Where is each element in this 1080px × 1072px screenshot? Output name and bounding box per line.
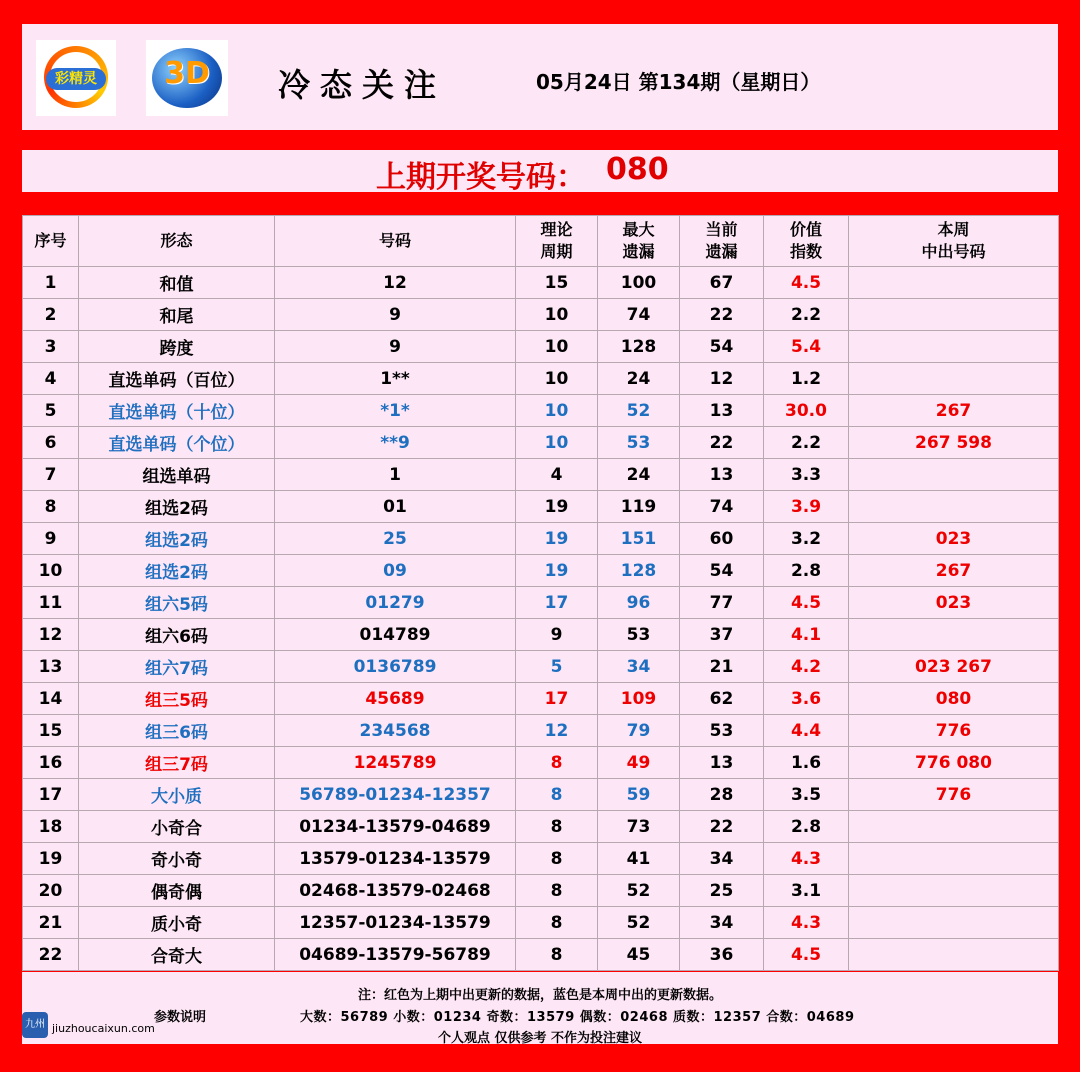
cell-value: 4.5 (764, 267, 849, 299)
stats-table-panel (22, 215, 1058, 971)
cell-value: 4.4 (764, 715, 849, 747)
cell-code: 04689-13579-56789 (275, 939, 516, 971)
cell-max: 24 (598, 363, 680, 395)
cell-idx: 6 (23, 427, 79, 459)
header-max: 最大 遗漏 (598, 216, 680, 267)
cell-max: 109 (598, 683, 680, 715)
cell-cur: 34 (680, 907, 764, 939)
cell-max: 119 (598, 491, 680, 523)
cell-period: 19 (516, 523, 598, 555)
cell-value: 4.5 (764, 939, 849, 971)
cell-idx: 8 (23, 491, 79, 523)
cell-form: 组选2码 (79, 523, 275, 555)
params-label: 参数说明 (154, 1010, 207, 1025)
cell-idx: 3 (23, 331, 79, 363)
cell-idx: 9 (23, 523, 79, 555)
cell-code: 0136789 (275, 651, 516, 683)
header-week: 本周 中出号码 (849, 216, 1059, 267)
table-row (23, 875, 1059, 907)
cell-idx: 12 (23, 619, 79, 651)
cell-max: 41 (598, 843, 680, 875)
header-period: 理论 周期 (516, 216, 598, 267)
cell-idx: 1 (23, 267, 79, 299)
cell-code: 56789-01234-12357 (275, 779, 516, 811)
cell-value: 3.5 (764, 779, 849, 811)
site-logo-icon: 九州 (22, 1012, 48, 1038)
cell-week: 023 (849, 587, 1059, 619)
header-idx: 序号 (23, 216, 79, 267)
cell-week (849, 363, 1059, 395)
cell-cur: 13 (680, 747, 764, 779)
table-row (23, 395, 1059, 427)
table-row (23, 651, 1059, 683)
cell-idx: 21 (23, 907, 79, 939)
cell-week: 023 (849, 523, 1059, 555)
table-row (23, 491, 1059, 523)
cell-code: 9 (275, 331, 516, 363)
cell-cur: 53 (680, 715, 764, 747)
cell-cur: 22 (680, 299, 764, 331)
table-row (23, 779, 1059, 811)
cell-week (849, 299, 1059, 331)
cell-idx: 20 (23, 875, 79, 907)
cell-form: 跨度 (79, 331, 275, 363)
cell-max: 53 (598, 427, 680, 459)
cell-max: 34 (598, 651, 680, 683)
cell-period: 8 (516, 747, 598, 779)
cell-cur: 77 (680, 587, 764, 619)
table-row (23, 715, 1059, 747)
cell-code: 1 (275, 459, 516, 491)
cell-idx: 22 (23, 939, 79, 971)
advice-text: 个人观点 仅供参考 不作为投注建议 (437, 1031, 643, 1046)
cell-max: 74 (598, 299, 680, 331)
cell-week: 267 598 (849, 427, 1059, 459)
cell-idx: 15 (23, 715, 79, 747)
cell-value: 2.2 (764, 427, 849, 459)
cell-week (849, 843, 1059, 875)
cell-max: 53 (598, 619, 680, 651)
cell-value: 3.2 (764, 523, 849, 555)
cell-value: 2.8 (764, 811, 849, 843)
cell-max: 24 (598, 459, 680, 491)
cell-form: 组选单码 (79, 459, 275, 491)
cell-idx: 10 (23, 555, 79, 587)
cell-code: 01279 (275, 587, 516, 619)
table-row (23, 587, 1059, 619)
cell-week: 776 (849, 715, 1059, 747)
table-row (23, 811, 1059, 843)
cell-cur: 22 (680, 427, 764, 459)
cell-max: 52 (598, 875, 680, 907)
cell-value: 1.2 (764, 363, 849, 395)
cell-value: 1.6 (764, 747, 849, 779)
last-draw-panel (22, 150, 1058, 195)
cell-period: 17 (516, 683, 598, 715)
cell-max: 52 (598, 395, 680, 427)
cell-max: 73 (598, 811, 680, 843)
cell-form: 组三5码 (79, 683, 275, 715)
cell-form: 组三6码 (79, 715, 275, 747)
cell-cur: 54 (680, 555, 764, 587)
cell-code: *1* (275, 395, 516, 427)
cell-max: 151 (598, 523, 680, 555)
cell-cur: 13 (680, 395, 764, 427)
cell-max: 128 (598, 331, 680, 363)
cell-idx: 14 (23, 683, 79, 715)
cell-code: 01234-13579-04689 (275, 811, 516, 843)
cell-idx: 11 (23, 587, 79, 619)
cell-value: 4.5 (764, 587, 849, 619)
cell-cur: 13 (680, 459, 764, 491)
cell-code: 25 (275, 523, 516, 555)
cell-period: 19 (516, 491, 598, 523)
cell-week (849, 907, 1059, 939)
table-row (23, 747, 1059, 779)
footer-panel (22, 972, 1058, 1044)
cell-period: 8 (516, 811, 598, 843)
table-row (23, 939, 1059, 971)
cell-idx: 2 (23, 299, 79, 331)
header-cur: 当前 遗漏 (680, 216, 764, 267)
last-draw-value: 080 (606, 152, 669, 187)
cell-period: 5 (516, 651, 598, 683)
cell-code: 12 (275, 267, 516, 299)
cell-cur: 36 (680, 939, 764, 971)
cell-period: 8 (516, 843, 598, 875)
cell-form: 偶奇偶 (79, 875, 275, 907)
cell-max: 96 (598, 587, 680, 619)
table-row (23, 299, 1059, 331)
cell-week: 776 (849, 779, 1059, 811)
cell-value: 2.2 (764, 299, 849, 331)
cell-form: 组三7码 (79, 747, 275, 779)
caijingling-logo: 彩精灵 (36, 40, 116, 116)
table-row (23, 523, 1059, 555)
cell-cur: 28 (680, 779, 764, 811)
cell-period: 9 (516, 619, 598, 651)
cell-max: 59 (598, 779, 680, 811)
cell-idx: 4 (23, 363, 79, 395)
cell-value: 4.3 (764, 843, 849, 875)
issue-date: 05月24日 第134期（星期日） (536, 70, 821, 94)
cell-form: 和值 (79, 267, 275, 299)
cell-code: 9 (275, 299, 516, 331)
cell-period: 10 (516, 331, 598, 363)
table-row (23, 363, 1059, 395)
cell-value: 4.1 (764, 619, 849, 651)
table-row (23, 843, 1059, 875)
cell-week (849, 491, 1059, 523)
table-row (23, 555, 1059, 587)
cell-max: 52 (598, 907, 680, 939)
cell-cur: 25 (680, 875, 764, 907)
cell-week: 267 (849, 395, 1059, 427)
cell-form: 组六6码 (79, 619, 275, 651)
table-header-row (23, 216, 1059, 267)
cell-code: 13579-01234-13579 (275, 843, 516, 875)
cell-form: 大小质 (79, 779, 275, 811)
table-row (23, 267, 1059, 299)
cell-code: 234568 (275, 715, 516, 747)
cell-week (849, 459, 1059, 491)
cell-week: 776 080 (849, 747, 1059, 779)
cell-code: 02468-13579-02468 (275, 875, 516, 907)
cell-value: 4.3 (764, 907, 849, 939)
header-form: 形态 (79, 216, 275, 267)
cell-value: 3.9 (764, 491, 849, 523)
cell-week (849, 331, 1059, 363)
cell-idx: 18 (23, 811, 79, 843)
header-panel (22, 24, 1058, 130)
table-row (23, 907, 1059, 939)
cell-code: **9 (275, 427, 516, 459)
cell-week: 080 (849, 683, 1059, 715)
table-row (23, 619, 1059, 651)
cell-code: 01 (275, 491, 516, 523)
cell-period: 8 (516, 875, 598, 907)
page-title: 冷态关注 (278, 66, 447, 104)
cell-form: 小奇合 (79, 811, 275, 843)
cell-value: 3.1 (764, 875, 849, 907)
cell-form: 合奇大 (79, 939, 275, 971)
table-row (23, 331, 1059, 363)
cell-form: 组选2码 (79, 555, 275, 587)
cell-code: 1** (275, 363, 516, 395)
cell-period: 10 (516, 395, 598, 427)
cell-cur: 21 (680, 651, 764, 683)
cell-week: 023 267 (849, 651, 1059, 683)
cell-idx: 17 (23, 779, 79, 811)
params-text: 大数：56789 小数：01234 奇数：13579 偶数：02468 质数：12357 合数：04689 (300, 1010, 855, 1025)
cell-idx: 13 (23, 651, 79, 683)
cell-period: 10 (516, 299, 598, 331)
cell-form: 直选单码（个位） (79, 427, 275, 459)
cell-max: 100 (598, 267, 680, 299)
header-code: 号码 (275, 216, 516, 267)
cell-idx: 7 (23, 459, 79, 491)
cell-code: 09 (275, 555, 516, 587)
cell-week (849, 619, 1059, 651)
cell-value: 2.8 (764, 555, 849, 587)
cell-value: 30.0 (764, 395, 849, 427)
cell-cur: 34 (680, 843, 764, 875)
cell-cur: 12 (680, 363, 764, 395)
table-row (23, 459, 1059, 491)
cell-period: 8 (516, 939, 598, 971)
cell-idx: 5 (23, 395, 79, 427)
cell-week (849, 875, 1059, 907)
cell-max: 79 (598, 715, 680, 747)
cell-idx: 19 (23, 843, 79, 875)
header-value: 价值 指数 (764, 216, 849, 267)
cell-cur: 54 (680, 331, 764, 363)
cell-week (849, 811, 1059, 843)
cell-period: 12 (516, 715, 598, 747)
cell-max: 49 (598, 747, 680, 779)
cell-form: 直选单码（百位） (79, 363, 275, 395)
cell-period: 10 (516, 427, 598, 459)
cell-form: 直选单码（十位） (79, 395, 275, 427)
cell-cur: 67 (680, 267, 764, 299)
cell-value: 3.3 (764, 459, 849, 491)
table-row (23, 427, 1059, 459)
cell-form: 质小奇 (79, 907, 275, 939)
site-url: jiuzhoucaixun.com (52, 1022, 155, 1035)
cell-code: 45689 (275, 683, 516, 715)
cell-period: 17 (516, 587, 598, 619)
cell-form: 奇小奇 (79, 843, 275, 875)
stats-table (22, 215, 1059, 971)
cell-idx: 16 (23, 747, 79, 779)
cell-period: 8 (516, 779, 598, 811)
cell-cur: 37 (680, 619, 764, 651)
cell-form: 组选2码 (79, 491, 275, 523)
cell-week (849, 939, 1059, 971)
cell-form: 组六5码 (79, 587, 275, 619)
cell-value: 3.6 (764, 683, 849, 715)
cell-value: 4.2 (764, 651, 849, 683)
cell-cur: 60 (680, 523, 764, 555)
3d-lottery-logo: 3D (146, 40, 228, 116)
cell-max: 45 (598, 939, 680, 971)
last-draw-label: 上期开奖号码： (376, 160, 586, 195)
cell-cur: 62 (680, 683, 764, 715)
cell-period: 4 (516, 459, 598, 491)
footer-note: 注：红色为上期中出更新的数据，蓝色是本周中出的更新数据。 (357, 988, 722, 1003)
cell-value: 5.4 (764, 331, 849, 363)
table-row (23, 683, 1059, 715)
cell-period: 15 (516, 267, 598, 299)
cell-code: 1245789 (275, 747, 516, 779)
cell-code: 014789 (275, 619, 516, 651)
cell-max: 128 (598, 555, 680, 587)
cell-cur: 74 (680, 491, 764, 523)
cell-week: 267 (849, 555, 1059, 587)
cell-period: 19 (516, 555, 598, 587)
cell-period: 8 (516, 907, 598, 939)
cell-form: 组六7码 (79, 651, 275, 683)
cell-form: 和尾 (79, 299, 275, 331)
cell-period: 10 (516, 363, 598, 395)
cell-week (849, 267, 1059, 299)
cell-cur: 22 (680, 811, 764, 843)
cell-code: 12357-01234-13579 (275, 907, 516, 939)
